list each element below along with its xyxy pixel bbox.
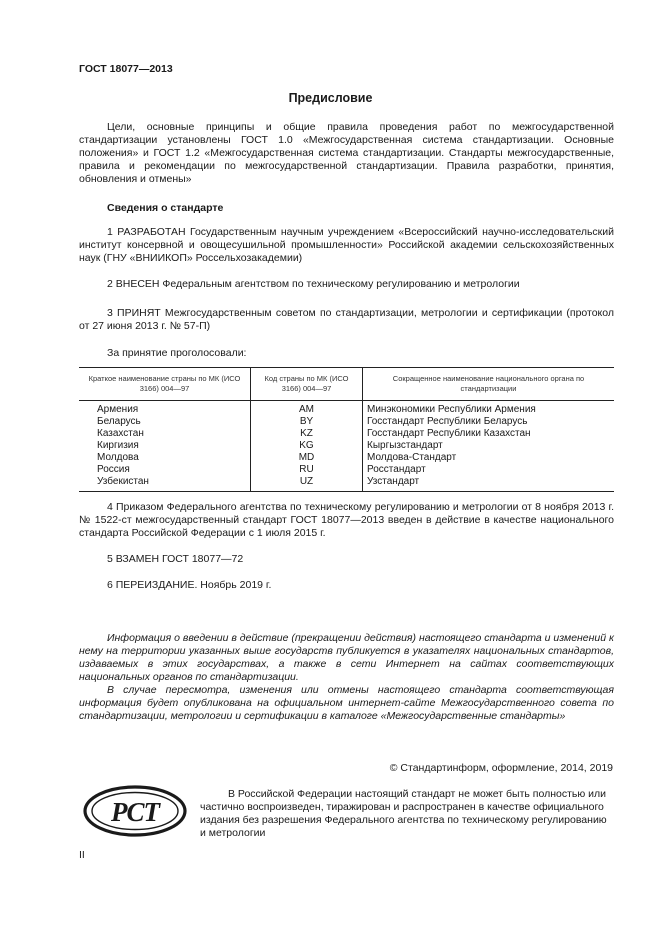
document-code: ГОСТ 18077—2013 [79,63,173,75]
country-code: KZ [251,428,363,440]
rst-logo-text: PCT [111,797,159,827]
country-code: RU [251,464,363,476]
table-row [79,428,614,440]
rst-certification-mark-icon [82,784,188,838]
country-code: KG [251,440,363,452]
item-developed: 1 РАЗРАБОТАН Государственным научным учреждением «Всероссийский научно-исследовательский институт консервной и овощесушильной промышленности» Российской академии сельскохозяйственных наук (ГНУ «ВНИИКОП» Россельхозакадемии) [79,226,614,264]
standards-body: Росстандарт [363,464,615,476]
item-adopted: 3 ПРИНЯТ Межгосударственным советом по стандартизации, метрологии и сертификации (протокол от 27 июня 2013 г. № 57-П) [79,307,614,332]
item-reissue: 6 ПЕРЕИЗДАНИЕ. Ноябрь 2019 г. [107,579,272,591]
table-row [79,476,614,492]
country-name: Узбекистан [79,476,251,492]
voted-label: За принятие проголосовали: [107,347,247,359]
page-title: Предисловие [288,91,373,105]
page-number: II [79,849,85,861]
standards-body: Кыргызстандарт [363,440,615,452]
table-row [79,401,614,417]
country-name: Беларусь [97,416,141,427]
table-row [79,464,614,476]
header-country-code: Код страны по МК (ИСО 3166) 004—97 [251,368,363,401]
country-name: Киргизия [97,440,139,451]
item-replaces: 5 ВЗАМЕН ГОСТ 18077—72 [107,553,244,565]
country-code: UZ [251,476,363,492]
country-name: Россия [97,464,130,475]
intro-paragraph: Цели, основные принципы и общие правила проведения работ по межгосударственной стандартизации установлены ГОСТ 1.0 «Межгосударственная система стандартизации. Основные положения» и ГОСТ 1.2 «Межгосударственная система стандартизации. Стандарты межгосударственные, правила и рекомендации по межгосударственной стандартизации. Правила разработки, принятия, обновления и отмены» [79,121,614,185]
rf-reproduction-notice: В Российской Федерации настоящий стандарт не может быть полностью или частично воспроизведен, тиражирован и распространен в качестве официального издания без разрешения Федерального агентства по техническому регулированию и метрологии [200,788,607,839]
table-row [79,416,614,428]
standards-body: Молдова-Стандарт [363,452,615,464]
info-notice-paragraph: В случае пересмотра, изменения или отмены настоящего стандарта соответствующая информация будет опубликована на официальном интернет-сайте Межгосударственного совета по стандартизации, метрологии и сертификации в каталоге «Межгосударственные стандарты» [79,684,614,722]
standards-body: Узстандарт [363,476,615,492]
standards-body: Госстандарт Республики Беларусь [363,416,615,428]
info-notice-paragraph: Информация о введении в действие (прекращении действия) настоящего стандарта и изменений к нему на территории указанных выше государств публикуется в указателях национальных стандартов, издаваемых в этих государствах, а также в сети Интернет на сайтах соответствующих национальных органов по стандартизации. [79,632,614,683]
header-standards-body: Сокращенное наименование национального органа по стандартизации [363,368,615,401]
standards-body: Минэкономики Республики Армения [363,401,615,417]
country-name: Казахстан [97,428,144,439]
item-order: 4 Приказом Федерального агентства по техническому регулированию и метрологии от 8 ноября 2013 г. № 1522-ст межгосударственный стандарт ГОСТ 18077—2013 введен в действие в качестве национального стандарта Российской Федерации с 1 июля 2015 г. [79,501,614,539]
country-name: Армения [97,404,139,415]
country-name: Молдова [97,452,139,463]
vote-table [79,367,614,492]
copyright-line: © Стандартинформ, оформление, 2014, 2019 [389,762,613,774]
country-code: MD [251,452,363,464]
header-country-name: Краткое наименование страны по МК (ИСО 3166) 004—97 [79,368,251,401]
standard-info-heading: Сведения о стандарте [107,202,224,214]
standards-body: Госстандарт Республики Казахстан [363,428,615,440]
table-row [79,452,614,464]
rst-logo-svg [82,784,188,838]
info-notice [79,632,614,723]
vote-table-header-row [79,368,614,401]
country-code: AM [251,401,363,417]
item-submitted: 2 ВНЕСЕН Федеральным агентством по техническому регулированию и метрологии [107,278,520,290]
table-row [79,440,614,452]
country-code: BY [251,416,363,428]
